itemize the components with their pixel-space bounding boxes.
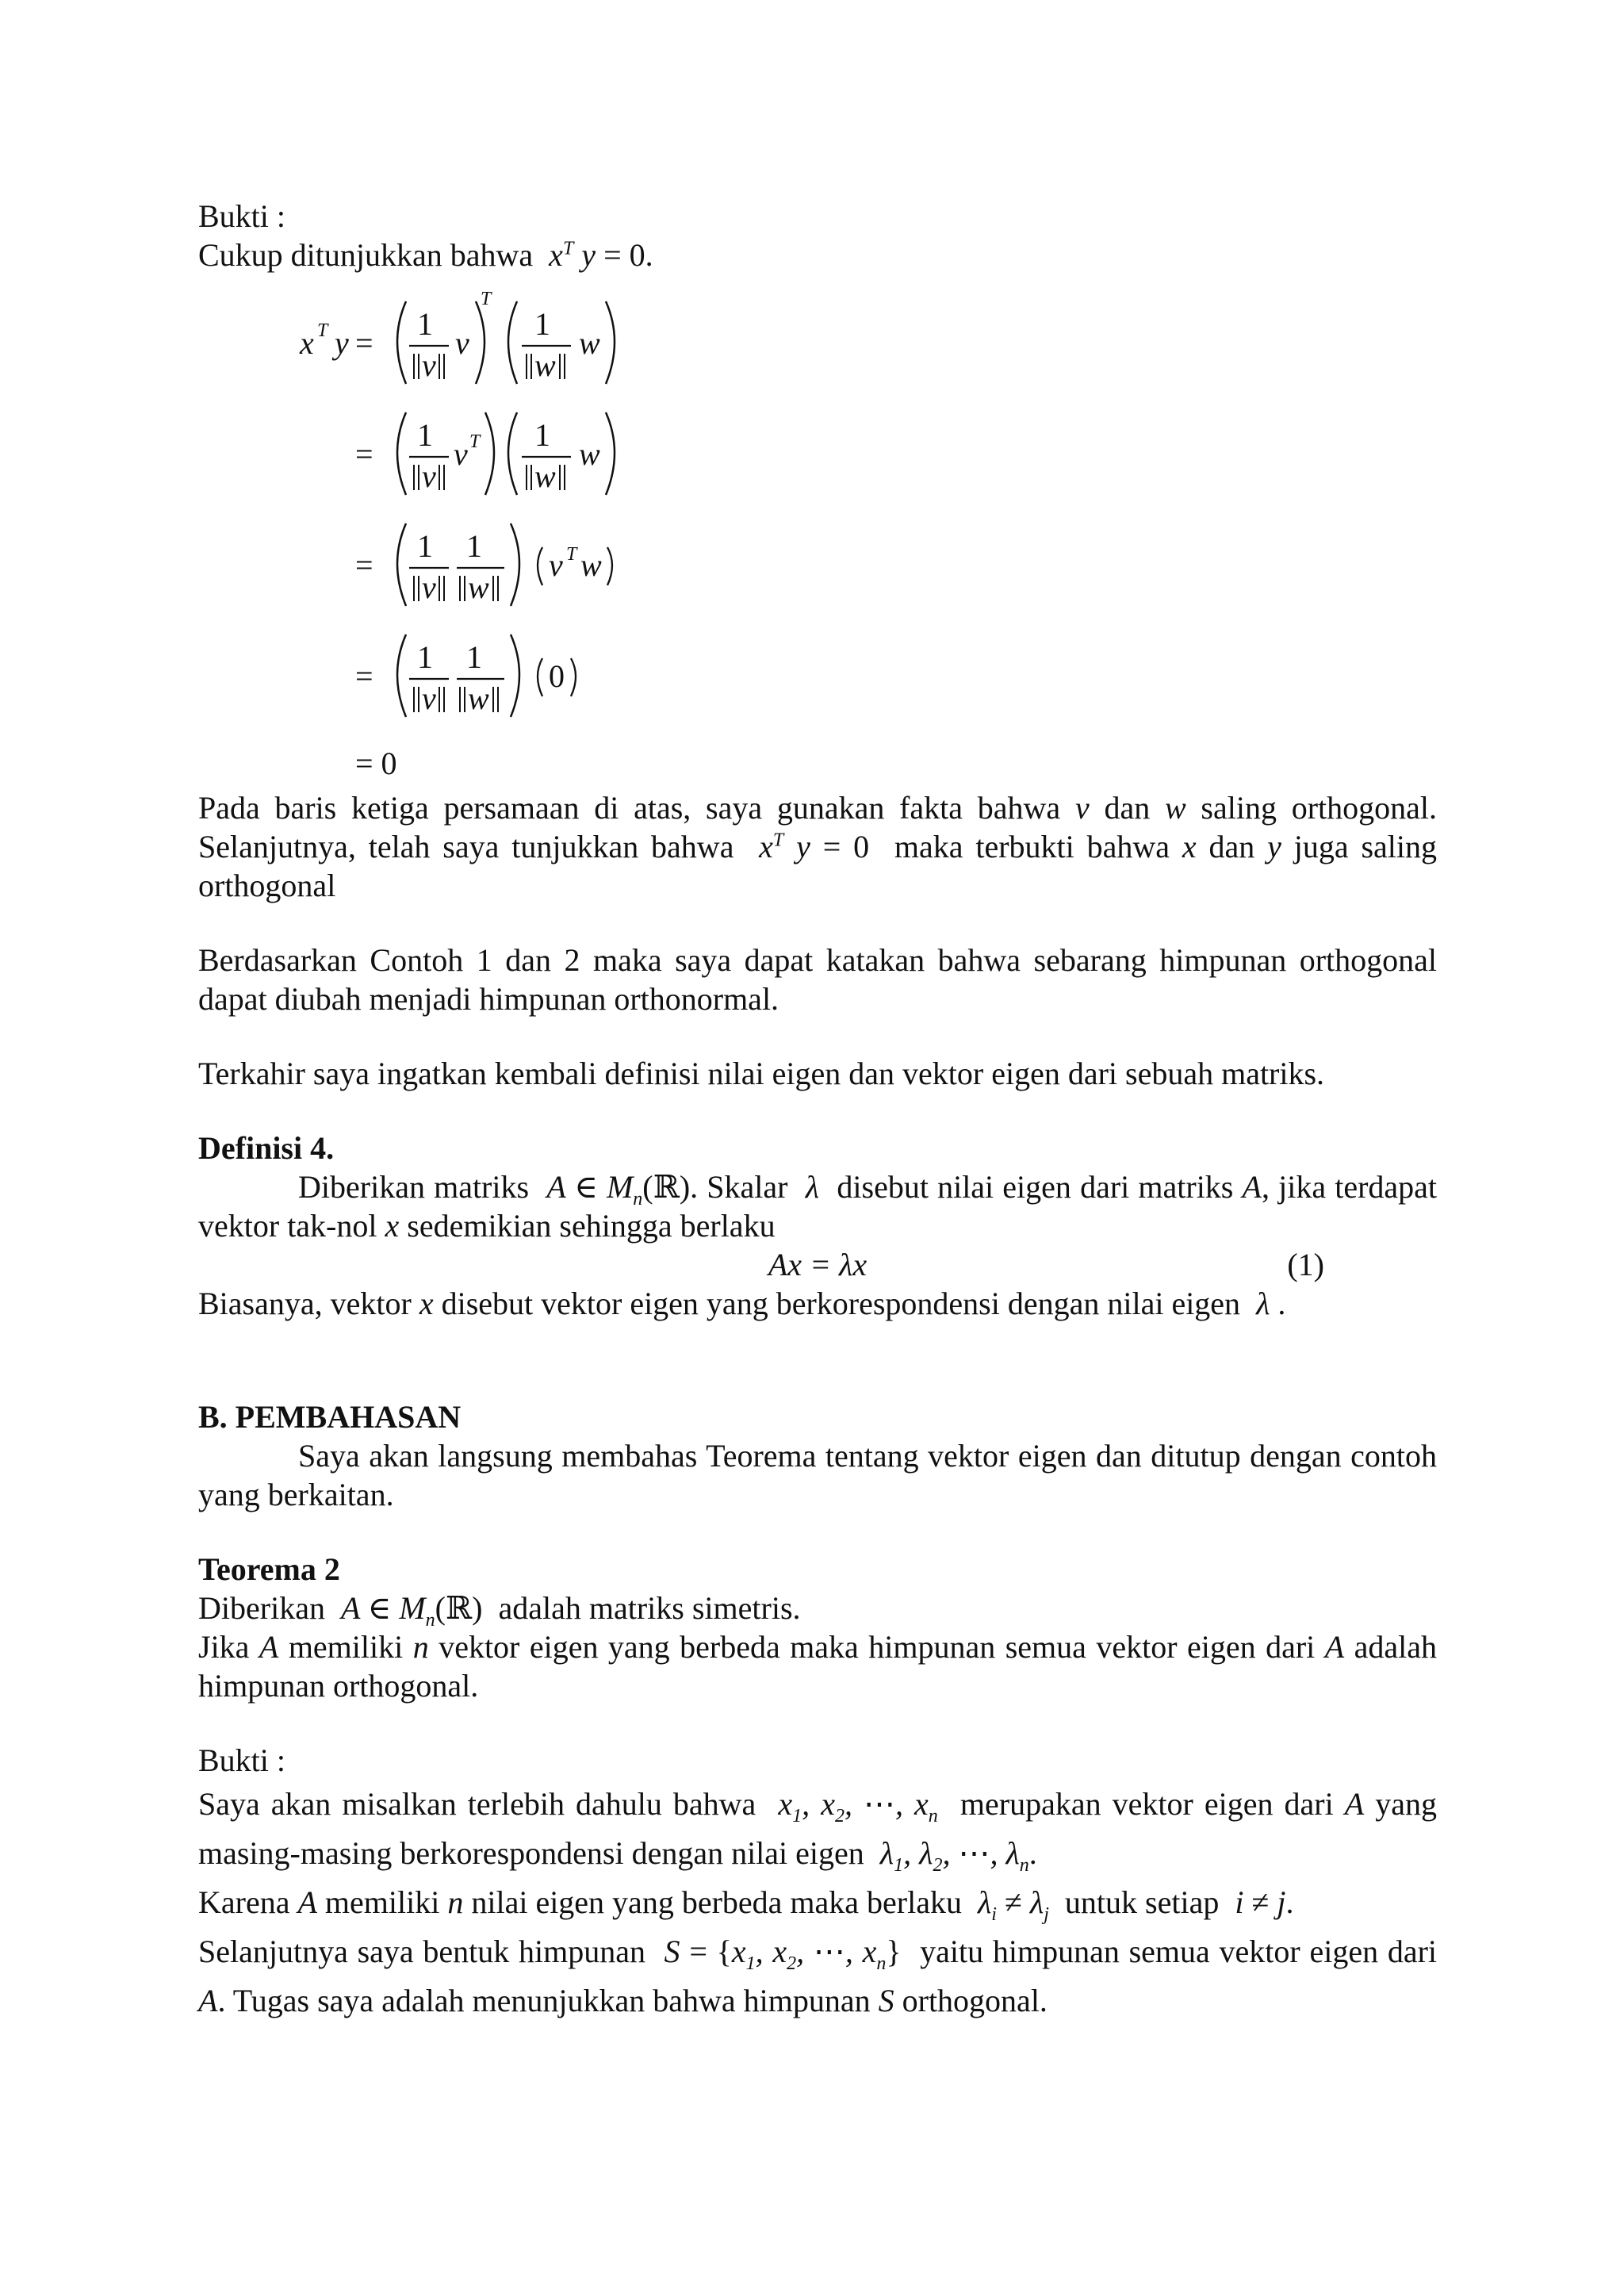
derivation-block bbox=[198, 278, 1437, 785]
paragraph-orthogonal: Pada baris ketiga persamaan di atas, saya gunakan fakta bahwa v dan w saling orthogonal. Selanjutnya, telah saya tunjukkan bahwa $x^T$ y = 0 maka terbukti bahwa x dan y juga saling orthogonal bbox=[198, 790, 1438, 903]
proof2-heading: Bukti : bbox=[198, 1742, 286, 1778]
svg-text:T: T bbox=[566, 544, 577, 565]
equation-number: (1) bbox=[1287, 1247, 1324, 1282]
svg-text:v: v bbox=[549, 547, 563, 583]
definition-body: Diberikan matriks A ∈ $M_n(ℝ)$. Skalar λ disebut nilai eigen dari matriks A, jika terdapat vektor tak-nol x sedemikian sehingga berlaku bbox=[198, 1169, 1438, 1244]
svg-text:w: w bbox=[468, 569, 489, 605]
derivation-step-5 bbox=[355, 746, 397, 781]
svg-text:0: 0 bbox=[549, 658, 565, 694]
derivation-svg bbox=[198, 278, 674, 785]
svg-text:w: w bbox=[468, 680, 489, 716]
svg-text:= 0: = 0 bbox=[355, 746, 397, 781]
svg-text:1: 1 bbox=[417, 417, 433, 453]
svg-text:w: w bbox=[534, 347, 556, 383]
math-A-in-Mn: A ∈ $M_n(ℝ)$ bbox=[538, 1169, 691, 1209]
svg-text:=: = bbox=[355, 547, 373, 583]
proof2-line-1: Saya akan misalkan terlebih dahulu bahwa $x_1$, $x_2$, ⋯, $x_n$ merupakan vektor eigen dari A yang masing-masing berkorespondensi dengan nilai eigen $\lambda_1$, $\lambda_2$, ⋯, $\lambda_n$. bbox=[198, 1786, 1438, 1876]
svg-text:y: y bbox=[335, 325, 349, 361]
definition-title: Definisi 4. bbox=[198, 1130, 335, 1166]
derivation-step-3 bbox=[355, 523, 612, 606]
svg-text:w: w bbox=[580, 547, 602, 583]
svg-text:v: v bbox=[422, 680, 436, 716]
svg-text:1: 1 bbox=[466, 528, 482, 564]
proof-intro: Cukup ditunjukkan bahwa $x^T$ y = 0. bbox=[198, 237, 653, 273]
svg-text:v: v bbox=[454, 436, 468, 472]
derivation-step-1 bbox=[299, 289, 615, 384]
svg-text:1: 1 bbox=[534, 306, 550, 342]
svg-text:w: w bbox=[534, 458, 556, 494]
theorem-title: Teorema 2 bbox=[198, 1551, 340, 1587]
intro-math: $x^T$ y = 0 bbox=[541, 237, 645, 273]
proof-heading: Bukti : bbox=[198, 198, 286, 234]
svg-text:T: T bbox=[469, 431, 481, 452]
svg-text:v: v bbox=[422, 458, 436, 494]
equation: Ax = λx bbox=[768, 1247, 868, 1282]
svg-text:T: T bbox=[481, 289, 492, 309]
section-text: Saya akan langsung membahas Teorema tentang vektor eigen dan ditutup dengan contoh yang berkaitan. bbox=[198, 1438, 1437, 1512]
svg-text:v: v bbox=[422, 347, 436, 383]
paragraph-orthonormal: Berdasarkan Contoh 1 dan 2 maka saya dapat katakan bahwa sebarang himpunan orthogonal dapat diubah menjadi himpunan orthonormal. bbox=[198, 942, 1437, 1017]
proof2-line-3: Selanjutnya saya bentuk himpunan $S = \{x_1$, $x_2$, ⋯, $x_n$} yaitu himpunan semua vektor eigen dari A. Tugas saya adalah menunjukkan bahwa himpunan S orthogonal. bbox=[198, 1934, 1438, 2018]
svg-text:1: 1 bbox=[417, 306, 433, 342]
svg-text:v: v bbox=[455, 325, 469, 361]
math-lambda: λ bbox=[796, 1169, 829, 1205]
svg-text:x: x bbox=[300, 325, 314, 361]
paragraph-reminder: Terkahir saya ingatkan kembali definisi nilai eigen dan vektor eigen dari sebuah matriks. bbox=[198, 1056, 1325, 1091]
svg-text:w: w bbox=[579, 436, 600, 472]
derivation-step-2 bbox=[355, 412, 615, 495]
inline-math-xty: $x^T$ y = 0 bbox=[746, 829, 870, 864]
section-title: B. PEMBAHASAN bbox=[198, 1399, 462, 1435]
svg-text:T: T bbox=[317, 320, 328, 341]
theorem-line-2: Jika A memiliki n vektor eigen yang berbeda maka himpunan semua vektor eigen dari A adalah himpunan orthogonal. bbox=[198, 1629, 1438, 1704]
svg-text:1: 1 bbox=[417, 639, 433, 675]
svg-text:1: 1 bbox=[534, 417, 550, 453]
document-page bbox=[198, 197, 1437, 2026]
theorem-line-1: Diberikan A ∈ $M_n(ℝ)$ adalah matriks simetris. bbox=[198, 1590, 801, 1631]
svg-text:=: = bbox=[355, 325, 373, 361]
svg-text:=: = bbox=[355, 658, 373, 694]
equation-line bbox=[198, 1245, 1437, 1284]
svg-text:w: w bbox=[579, 325, 600, 361]
definition-after: Biasanya, vektor x disebut vektor eigen yang berkorespondensi dengan nilai eigen λ . bbox=[198, 1286, 1286, 1321]
proof2-line-2: Karena A memiliki n nilai eigen yang berbeda maka berlaku $\lambda_i \ne \lambda_j$ untuk setiap i ≠ j. bbox=[198, 1884, 1294, 1925]
svg-text:v: v bbox=[422, 569, 436, 605]
derivation-step-4 bbox=[355, 634, 576, 717]
svg-text:=: = bbox=[355, 436, 373, 472]
svg-text:1: 1 bbox=[466, 639, 482, 675]
svg-text:1: 1 bbox=[417, 528, 433, 564]
